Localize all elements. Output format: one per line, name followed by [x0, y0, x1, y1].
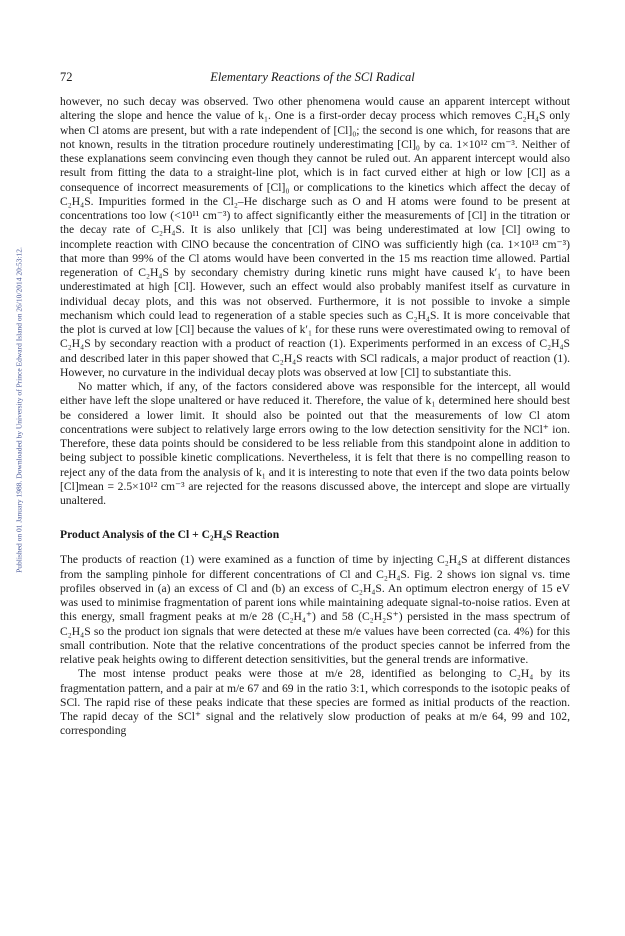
page-number: 72: [60, 70, 73, 84]
body-paragraph: The most intense product peaks were those at m/e 28, identified as belonging to C₂H₄ by its fragmentation pattern, and a pair at m/e 67 and 69 in the ratio 3:1, which corresponds to the isotopic peaks of SCl. The rapid rise of these peaks indicate that these species are formed as initial products of the reaction. The rapid decay of the SCl⁺ signal and the relatively slow production of peaks at m/e 64, 99 and 102, corresponding: [60, 667, 570, 738]
running-title: Elementary Reactions of the SCl Radical: [210, 70, 415, 84]
body-paragraph: however, no such decay was observed. Two other phenomena would cause an apparent intercept without altering the slope and hence the value of k₁. One is a first-order decay process which removes C₂H₄S only when Cl atoms are present, but with a rate independent of [Cl]₀; the second is one which, for reasons that are not known, results in the titration procedure routinely underestimating [Cl]₀ by ca. 1×10¹² cm⁻³. Neither of these explanations seem convincing even though they cannot be ruled out. An apparent intercept would also result from fitting the data to a straight-line plot, which is in fact curved either at high or low [Cl] as a consequence of incorrect measurements of [Cl]₀ or complications to the kinetics which affect the decay of C₂H₄S. Impurities formed in the Cl₂–He discharge such as O and H atoms were found to be present at concentrations too low (<10¹¹ cm⁻³) to affect significantly either the measurements of [Cl] in the titration or the decay rate of C₂H₄S. It is also unlikely that [Cl] was being underestimated at low [Cl] owing to incomplete reaction with ClNO because the concentration of ClNO was sufficiently high (ca. 1×10¹³ cm⁻³) that more than 99% of the Cl atoms would have been converted in the 15 ms reaction time allowed. Partial regeneration of C₂H₄S by secondary chemistry during kinetic runs might have caused k′₁ to have been underestimated at high [Cl]. However, such an effect would also probably manifest itself as curvature in individual decay plots, and this was not observed. Furthermore, it is not possible to invoke a simple mechanism which could lead to regeneration of a stable species such as C₂H₄S. It is more conceivable that the plot is curved at low [Cl] because the values of k′₁ for these runs were overestimated owing to removal of C₂H₄S by secondary reaction with a product of reaction (1). Experiments performed in an excess of C₂H₄S and described later in this paper showed that C₂H₄S reacts with SCl radicals, a major product of reaction (1). However, no curvature in the individual decay plots was observed at low [Cl] to substantiate this.: [60, 95, 570, 379]
section-heading: Product Analysis of the Cl + C₂H₄S Reaction: [60, 528, 280, 542]
body-paragraph: No matter which, if any, of the factors considered above was responsible for the intercept, all would either have left the slope unaltered or have reduced it. Therefore, the value of k₁ determined here should best be considered a lower limit. It should also be pointed out that the measurements of low Cl atom concentrations were subject to relatively large errors owing to the low detection sensitivity for the NCl⁺ ion. Therefore, these data points should be considered to be less reliable from this standpoint alone in addition to being subject to possible kinetic complications. Nevertheless, it is felt that there is no compelling reason to reject any of the data from the analysis of k₁ and it is interesting to note that even if the two data points below [Cl]mean = 2.5×10¹² cm⁻³ are rejected for the reasons discussed above, the intercept and slope are virtually unaltered.: [60, 380, 570, 507]
article-body: [60, 95, 570, 739]
page-header: [60, 70, 565, 86]
download-watermark-text: Published on 01 January 1988. Downloaded by University of Prince Edward Island on 26/10/2014 20:53:12.: [14, 247, 24, 573]
body-paragraph: The products of reaction (1) were examined as a function of time by injecting C₂H₄S at different distances from the sampling pinhole for different concentrations of Cl and C₂H₄S. Fig. 2 shows ion signal vs. time profiles observed in (a) an excess of Cl and (b) an excess of C₂H₄S. An optimum electron energy of 15 eV was used to minimise fragmentation of parent ions while maintaining adequate signal-to-noise ratios. Even at this energy, small fragment peaks at m/e 28 (C₂H₄⁺) and 58 (C₂H₂S⁺) persisted in the mass spectrum of C₂H₄S so the product ion signals that were detected at these m/e values have been corrected (ca. 4%) for this small contribution. Note that the relative concentrations of the product species cannot be inferred from the relative peak heights owing to different detection sensitivities, but the general trends are informative.: [60, 553, 570, 666]
download-watermark: [14, 210, 24, 610]
